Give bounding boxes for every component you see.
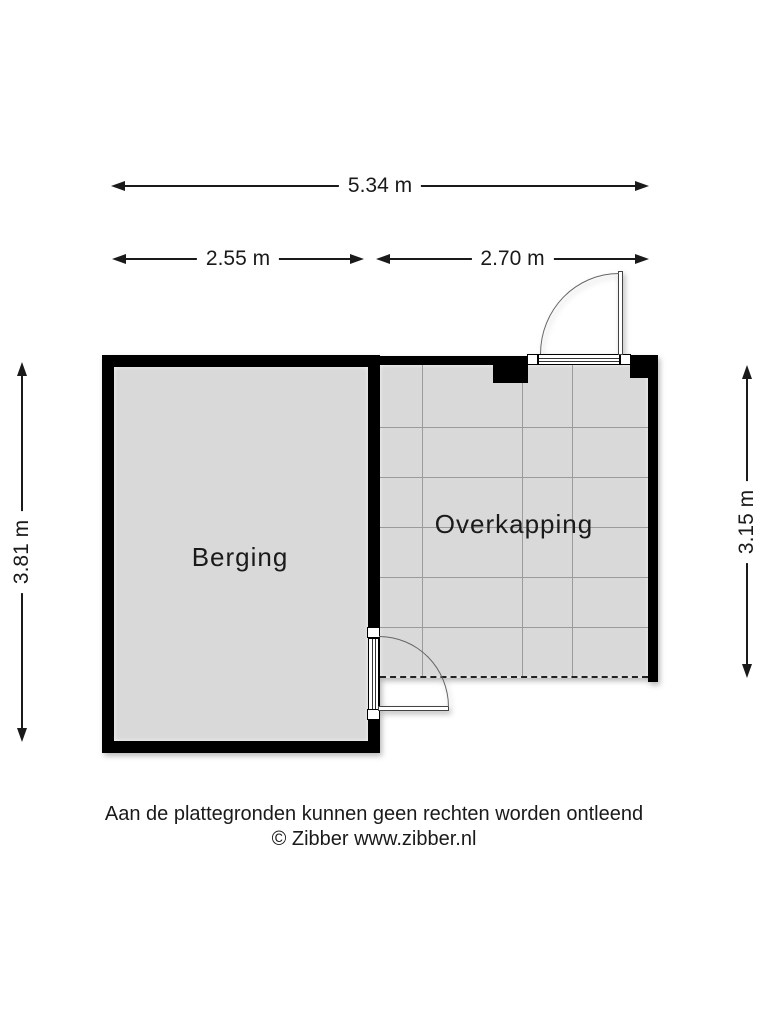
dimension-berging-width-label: 2.55 m (197, 247, 279, 271)
threshold-line (375, 639, 376, 709)
door-jamb (620, 354, 631, 365)
overkapping-pillar (493, 365, 528, 383)
tile-grid-line (380, 427, 648, 428)
door-jamb (527, 354, 538, 365)
room-label-overkapping: Overkapping (434, 509, 594, 539)
door-swing-arc (540, 273, 619, 354)
footer-disclaimer: Aan de plattegronden kunnen geen rechten worden ontleend (104, 803, 644, 825)
overkapping-top-wall (380, 356, 528, 365)
dimension-total-width-label: 5.34 m (339, 174, 421, 198)
room-label-berging: Berging (191, 542, 289, 572)
dimension-overkapping-width-label: 2.70 m (471, 247, 553, 271)
footer-credit: © Zibber www.zibber.nl (271, 828, 477, 850)
dimension-overkapping-height-label: 3.15 m (735, 480, 759, 562)
tile-grid-line (380, 577, 648, 578)
threshold-line (372, 639, 373, 709)
overkapping-right-wall (648, 355, 658, 682)
door-threshold (538, 354, 620, 365)
footer (0, 802, 748, 851)
tile-grid-line (380, 627, 648, 628)
tile-grid-line (380, 477, 648, 478)
dimension-berging-height-label: 3.81 m (10, 511, 34, 593)
door-threshold (368, 638, 379, 710)
threshold-line (539, 361, 619, 362)
threshold-line (539, 358, 619, 359)
